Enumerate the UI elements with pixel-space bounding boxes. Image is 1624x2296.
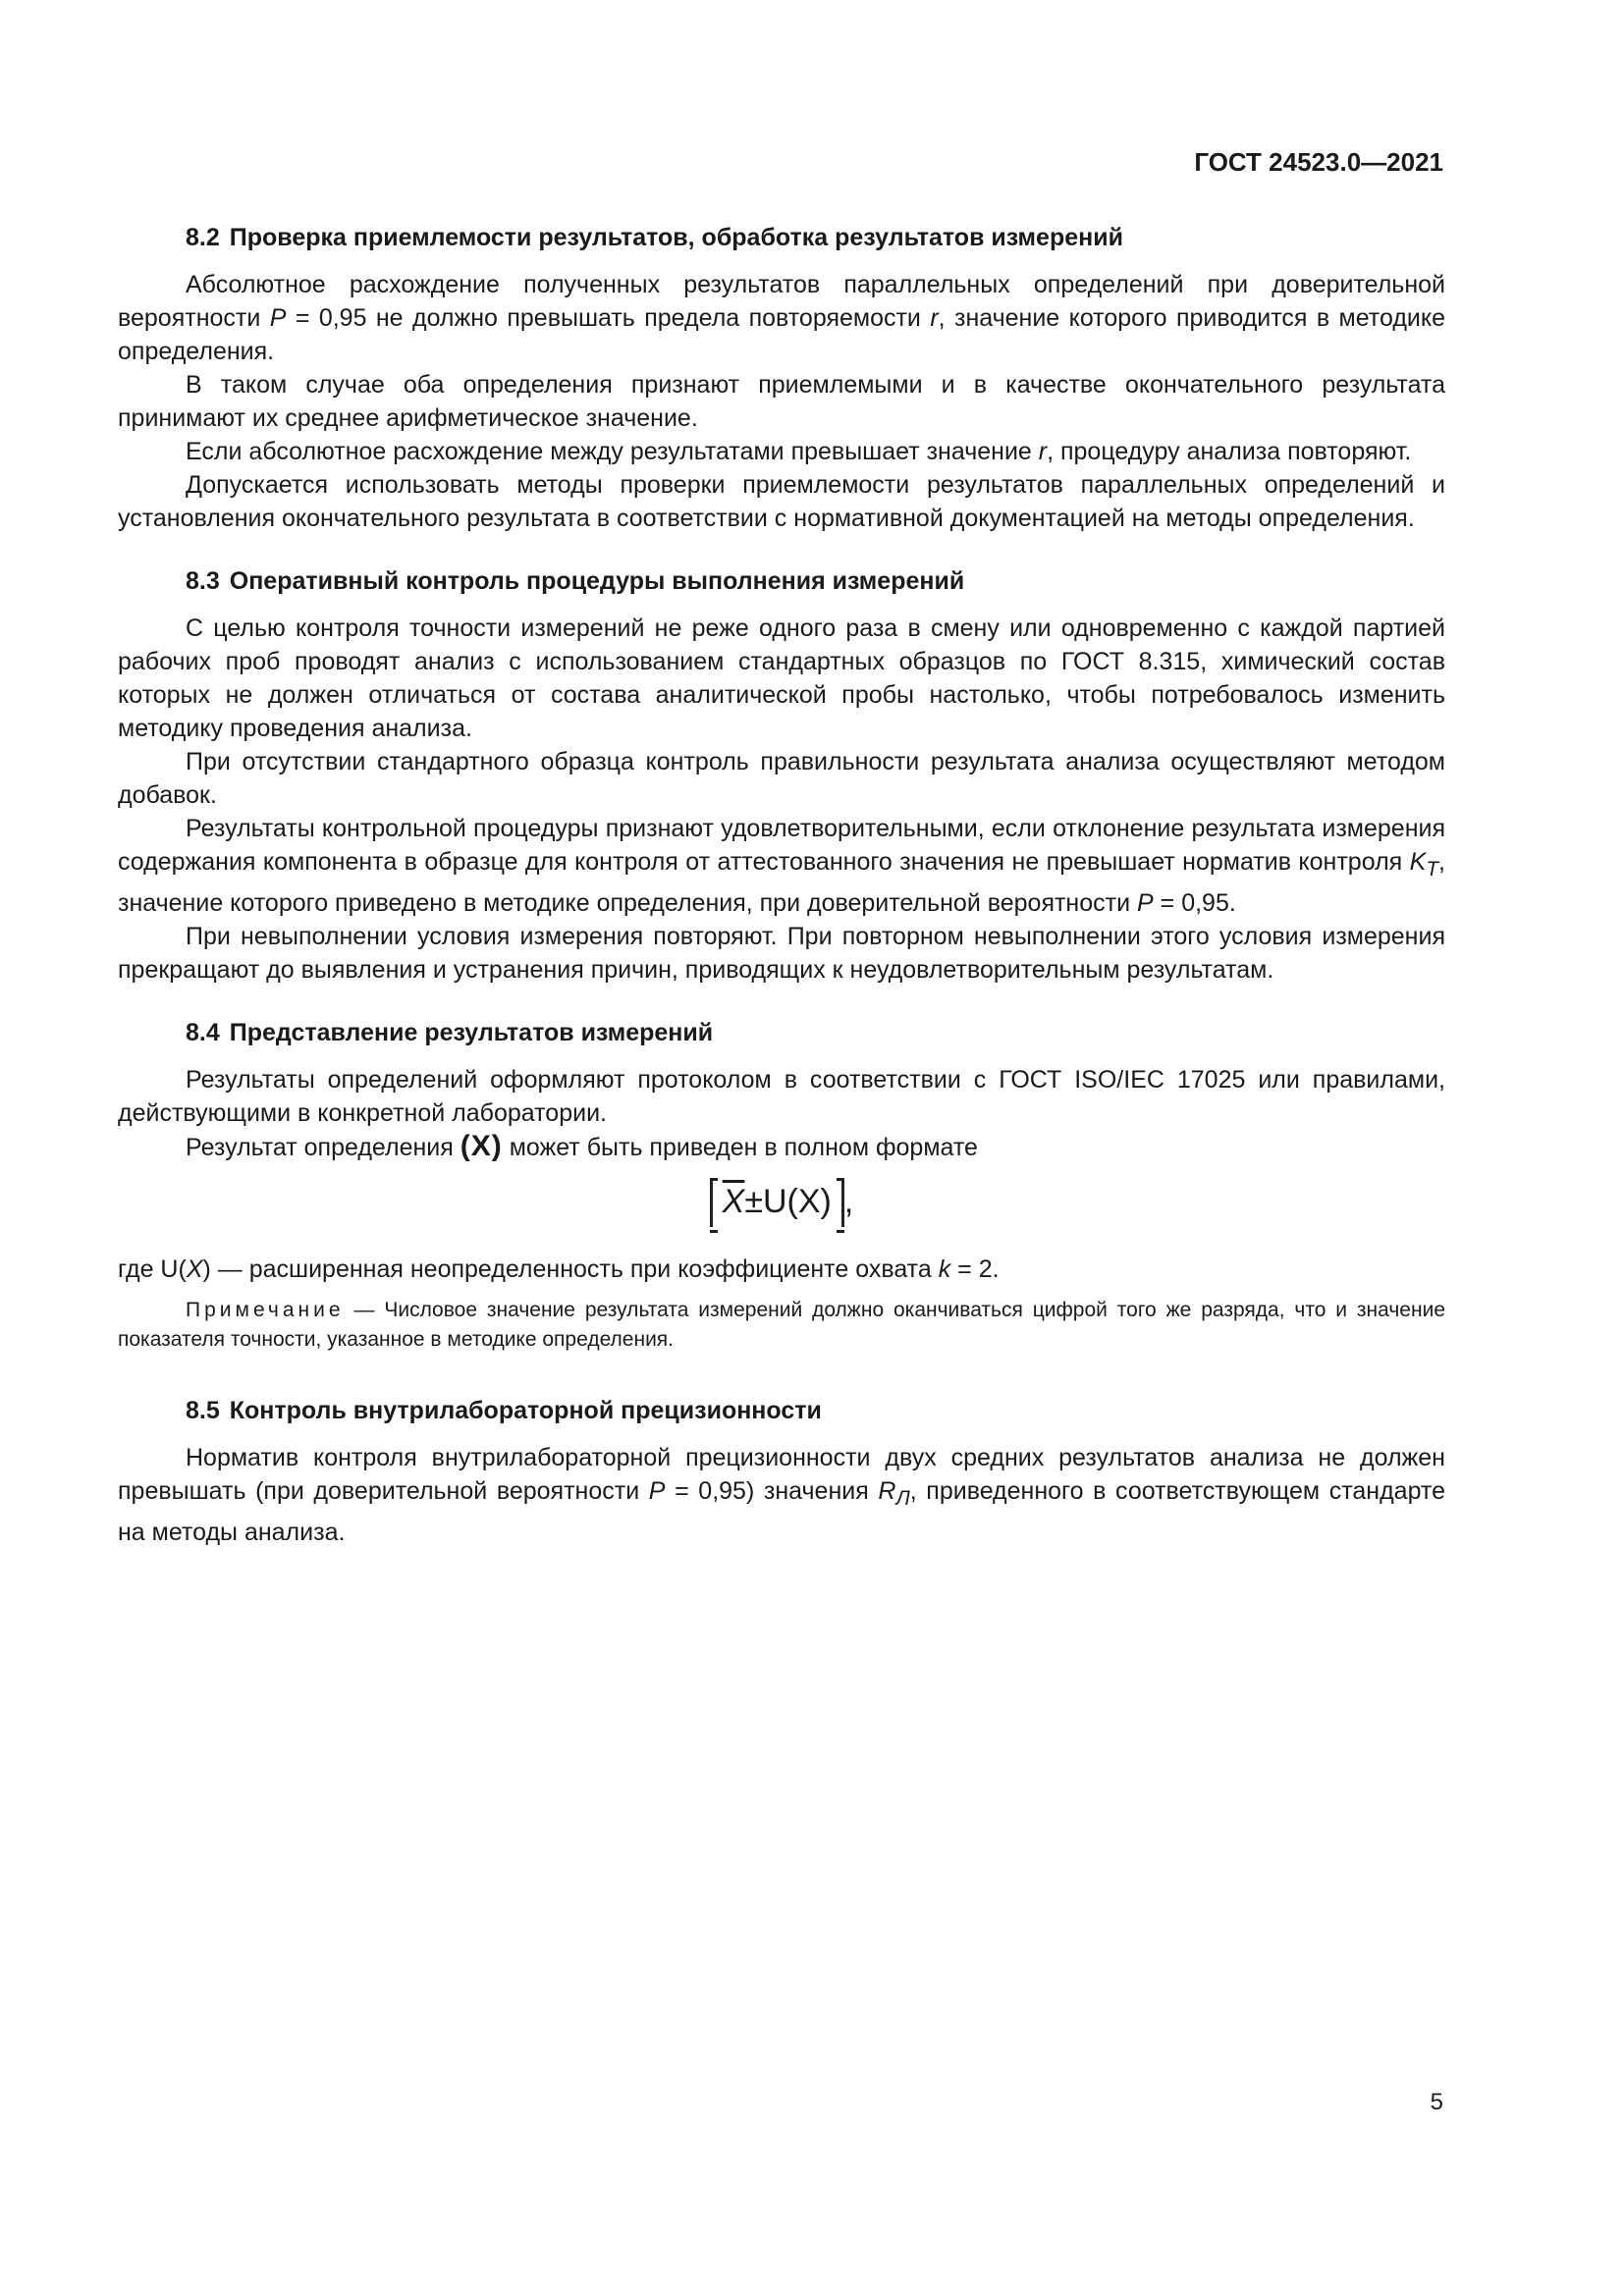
variable: X [186, 1255, 203, 1283]
inline-formula: (X) [460, 1130, 503, 1162]
text: Абсолютное расхождение полученных результатов параллельных определений при доверительной вероятности [118, 271, 1445, 332]
note-label: Примечание [186, 1299, 345, 1321]
text: , процедуру анализа повторяют. [1047, 438, 1412, 465]
text: , значение которого приводится в методике определения. [118, 304, 1446, 365]
subscript: Л [895, 1487, 910, 1510]
variable: P [1137, 889, 1154, 917]
paragraph [118, 1130, 1445, 1164]
formula-uncertainty: ±U(X) [744, 1183, 832, 1220]
variable: P [648, 1477, 666, 1505]
text: Норматив контроля внутрилабораторной прецизионности двух средних результатов анализа не должен превышать (при доверительной вероятности [118, 1444, 1445, 1505]
variable: k [938, 1255, 951, 1283]
text: Если абсолютное расхождение между результатами превышает значение [186, 438, 1039, 465]
paragraph [118, 812, 1445, 920]
paragraph [118, 1253, 1445, 1286]
paragraph: При невыполнении условия измерения повторяют. При повторном невыполнении этого условия измерения прекращают до выявления и устранения причин, приводящих к неудовлетворительным результатам. [118, 923, 1445, 984]
text: = 0,95 не должно превышать предела повторяемости [286, 304, 931, 332]
variable: P [269, 304, 287, 332]
section-number: 8.4 [186, 1019, 220, 1046]
section-title: Оперативный контроль процедуры выполнения измерений [229, 567, 965, 595]
variable: R [878, 1477, 896, 1505]
variable: r [930, 304, 939, 332]
page-content [118, 221, 1445, 1549]
paragraph: Результаты определений оформляют протоколом в соответствии с ГОСТ ISO/IEC 17025 или правилами, действующими в конкретной лаборатории. [118, 1066, 1445, 1127]
section-8-4-heading [118, 1016, 1445, 1049]
section-8-2-heading [118, 221, 1445, 254]
section-8-5-heading [118, 1394, 1445, 1427]
variable: r [1038, 438, 1048, 465]
text: может быть приведен в полном формате [502, 1134, 978, 1161]
section-title: Контроль внутрилабораторной прецизионности [229, 1397, 822, 1424]
paragraph [118, 268, 1445, 368]
section-number: 8.2 [186, 224, 220, 251]
note [118, 1296, 1445, 1355]
section-number: 8.5 [186, 1397, 220, 1424]
section-title: Представление результатов измерений [229, 1019, 714, 1046]
section-number: 8.3 [186, 567, 220, 595]
text: , приведенного в соответствующем стандарте на методы анализа. [118, 1477, 1445, 1546]
subscript: T [1426, 858, 1439, 881]
result-formula [118, 1178, 1445, 1237]
page-number: 5 [1430, 2089, 1443, 2115]
paragraph: С целью контроля точности измерений не реже одного раза в смену или одновременно с каждой партией рабочих проб проводят анализ с использованием стандартных образцов по ГОСТ 8.315, химический состав которых не должен отличаться от состава аналитической пробы настолько, чтобы потребовалось изменить методику проведения анализа. [118, 614, 1445, 742]
formula-mean: $\overline{X}$ [722, 1183, 745, 1220]
text: ) — расширенная неопределенность при коэффициенте охвата [202, 1255, 939, 1283]
text: Результат определения [186, 1134, 460, 1161]
section-8-3-heading [118, 564, 1445, 598]
section-title: Проверка приемлемости результатов, обработка результатов измерений [229, 224, 1123, 251]
paragraph [118, 435, 1445, 468]
text: Результаты контрольной процедуры признают удовлетворительными, если отклонение результата измерения содержания компонента в образце для контроля от аттестованного значения не превышает норматив контроля [118, 815, 1445, 876]
paragraph: При отсутствии стандартного образца контроль правильности результата анализа осуществляют методом добавок. [118, 748, 1445, 809]
paragraph: Допускается использовать методы проверки приемлемости результатов параллельных определений и установления окончательного результата в соответствии с нормативной документацией на методы определения. [118, 471, 1445, 532]
text: = 0,95) значения [665, 1477, 879, 1505]
standard-code: ГОСТ 24523.0—2021 [1194, 147, 1443, 177]
text: = 0,95. [1153, 889, 1236, 917]
variable: K [1409, 848, 1427, 876]
formula-comma: , [843, 1183, 854, 1220]
paragraph: В таком случае оба определения признают приемлемыми и в качестве окончательного результата принимают их среднее арифметическое значение. [118, 371, 1445, 432]
paragraph [118, 1441, 1445, 1549]
note-text: — Числовое значение результата измерений должно оканчиваться цифрой того же разряда, что и значение показателя точности, указанное в методике определения. [118, 1299, 1445, 1351]
text: , значение которого приведено в методике определения, при доверительной вероятности [118, 848, 1445, 917]
text: где U( [118, 1255, 187, 1283]
formula-brackets [710, 1178, 844, 1227]
text: = 2. [950, 1255, 1000, 1283]
